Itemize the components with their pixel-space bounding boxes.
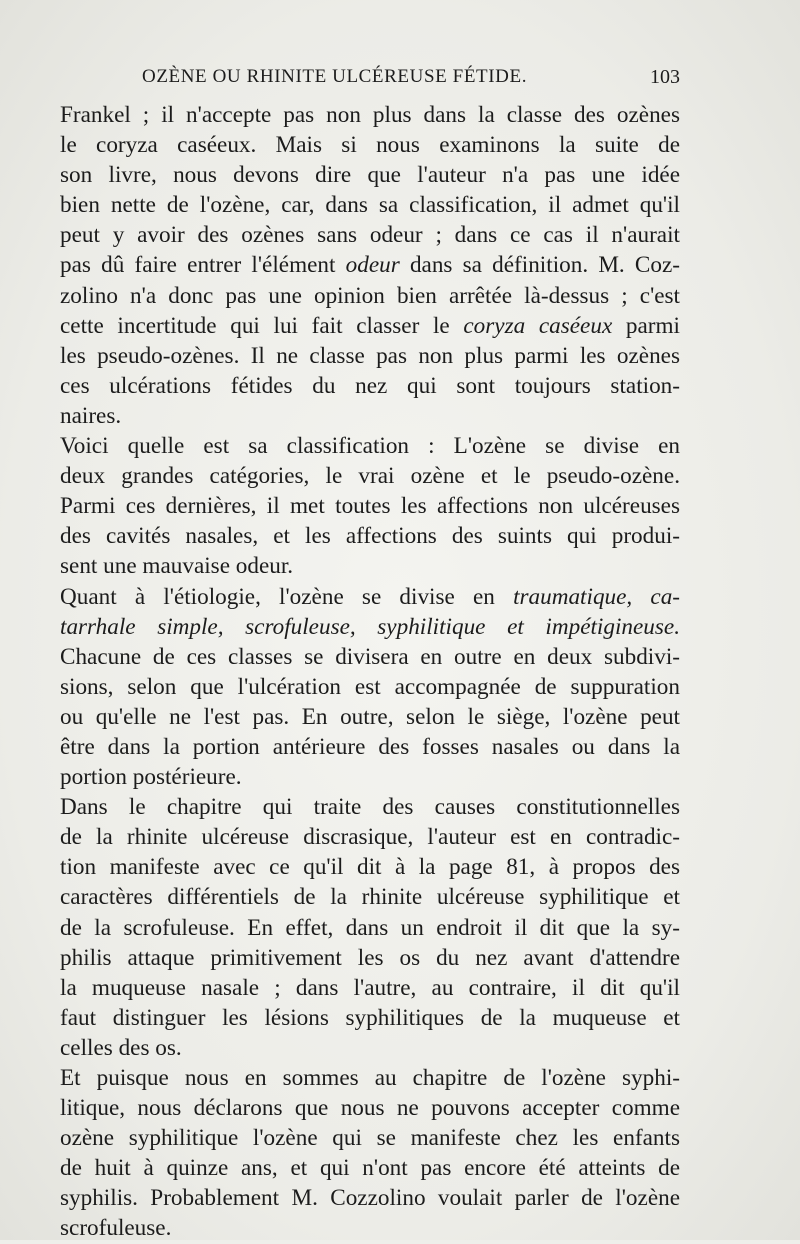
text-line: de huit à quinze ans, et qui n'ont pas encore été atteints de — [60, 1155, 680, 1182]
text-run: Quant à l'étiologie, l'ozène se divise en — [60, 583, 514, 610]
text-line: peut y avoir des ozènes sans odeur ; dans ce cas il n'aurait — [60, 222, 680, 249]
text-line: Frankel ; il n'accepte pas non plus dans la classe des ozènes — [60, 102, 680, 128]
text-line: philis attaque primitivement les os du nez avant d'attendre — [60, 944, 680, 971]
running-title: OZÈNE OU RHINITE ULCÉREUSE FÉTIDE. — [142, 66, 528, 87]
text-line: scrofuleuse. — [60, 1215, 172, 1242]
text-line: le coryza caséeux. Mais si nous examinons la suite de — [60, 132, 680, 159]
text-line: Voici quelle est sa classification : L'ozène se divise en — [60, 433, 680, 460]
text-line: celles des os. — [60, 1034, 182, 1061]
text-line: Et puisque nous en sommes au chapitre de l'ozène syphi- — [60, 1065, 680, 1091]
text-line: naires. — [60, 402, 122, 429]
text-line: les pseudo-ozènes. Il ne classe pas non plus parmi les ozènes — [60, 342, 680, 369]
text-line: deux grandes catégories, le vrai ozène et le pseudo-ozène. — [60, 463, 680, 490]
paragraph — [60, 1063, 680, 1244]
text-line: litique, nous déclarons que nous ne pouvons accepter comme — [60, 1095, 680, 1122]
text-run: pas dû faire entrer l'élément — [60, 252, 346, 279]
page-number: 103 — [650, 66, 680, 88]
emphasis: tarrhale simple, scrofuleuse, syphilitique et impétigineuse. — [60, 613, 680, 640]
text-run: dans sa définition. M. Coz- — [399, 252, 681, 279]
text-line: de la scrofuleuse. En effet, dans un endroit il dit que la sy- — [60, 914, 680, 941]
emphasis: traumatique, ca- — [513, 583, 681, 610]
body-text — [60, 100, 680, 1244]
text-line: des cavités nasales, et les affections des suints qui produi- — [60, 523, 680, 550]
paragraph — [60, 100, 680, 431]
text-line: syphilis. Probablement M. Cozzolino voulait parler de l'ozène — [60, 1185, 680, 1212]
text-line: tion manifeste avec ce qu'il dit à la page 81, à propos des — [60, 854, 680, 881]
paragraph — [60, 792, 680, 1063]
text-run: cette incertitude qui lui fait classer le — [60, 312, 464, 339]
text-line: être dans la portion antérieure des fosses nasales ou dans la — [60, 733, 680, 760]
text-line: zolino n'a donc pas une opinion bien arrêtée là-dessus ; c'est — [60, 282, 680, 309]
text-line: son livre, nous devons dire que l'auteur n'a pas une idée — [60, 162, 680, 189]
text-line: Dans le chapitre qui traite des causes constitutionnelles — [60, 794, 680, 821]
text-line: ozène syphilitique l'ozène qui se manifeste chez les enfants — [60, 1125, 680, 1152]
text-line: faut distinguer les lésions syphilitiques de la muqueuse et — [60, 1004, 680, 1031]
text-line — [60, 311, 680, 341]
text-line — [60, 582, 680, 612]
text-run: parmi — [612, 312, 680, 339]
text-line: la muqueuse nasale ; dans l'autre, au contraire, il dit qu'il — [60, 974, 680, 1001]
text-line: bien nette de l'ozène, car, dans sa classification, il admet qu'il — [60, 192, 680, 219]
text-line: sions, selon que l'ulcération est accompagnée de suppuration — [60, 673, 680, 700]
text-line: ces ulcérations fétides du nez qui sont toujours station- — [60, 372, 680, 399]
text-line — [60, 250, 680, 280]
text-line: caractères différentiels de la rhinite ulcéreuse syphilitique et — [60, 884, 680, 911]
paragraph — [60, 582, 680, 793]
text-line: portion postérieure. — [60, 764, 242, 791]
emphasis: odeur — [345, 252, 400, 279]
text-line: ou qu'elle ne l'est pas. En outre, selon le siège, l'ozène peut — [60, 703, 680, 730]
text-line — [60, 612, 680, 642]
page-header — [60, 66, 680, 96]
text-line: sent une mauvaise odeur. — [60, 553, 294, 580]
text-line: Parmi ces dernières, il met toutes les affections non ulcéreuses — [60, 493, 680, 520]
emphasis: coryza caséeux — [463, 312, 613, 339]
paragraph — [60, 431, 680, 581]
text-line: Chacune de ces classes se divisera en outre en deux subdivi- — [60, 643, 680, 670]
text-line: de la rhinite ulcéreuse discrasique, l'auteur est en contradic- — [60, 824, 680, 851]
